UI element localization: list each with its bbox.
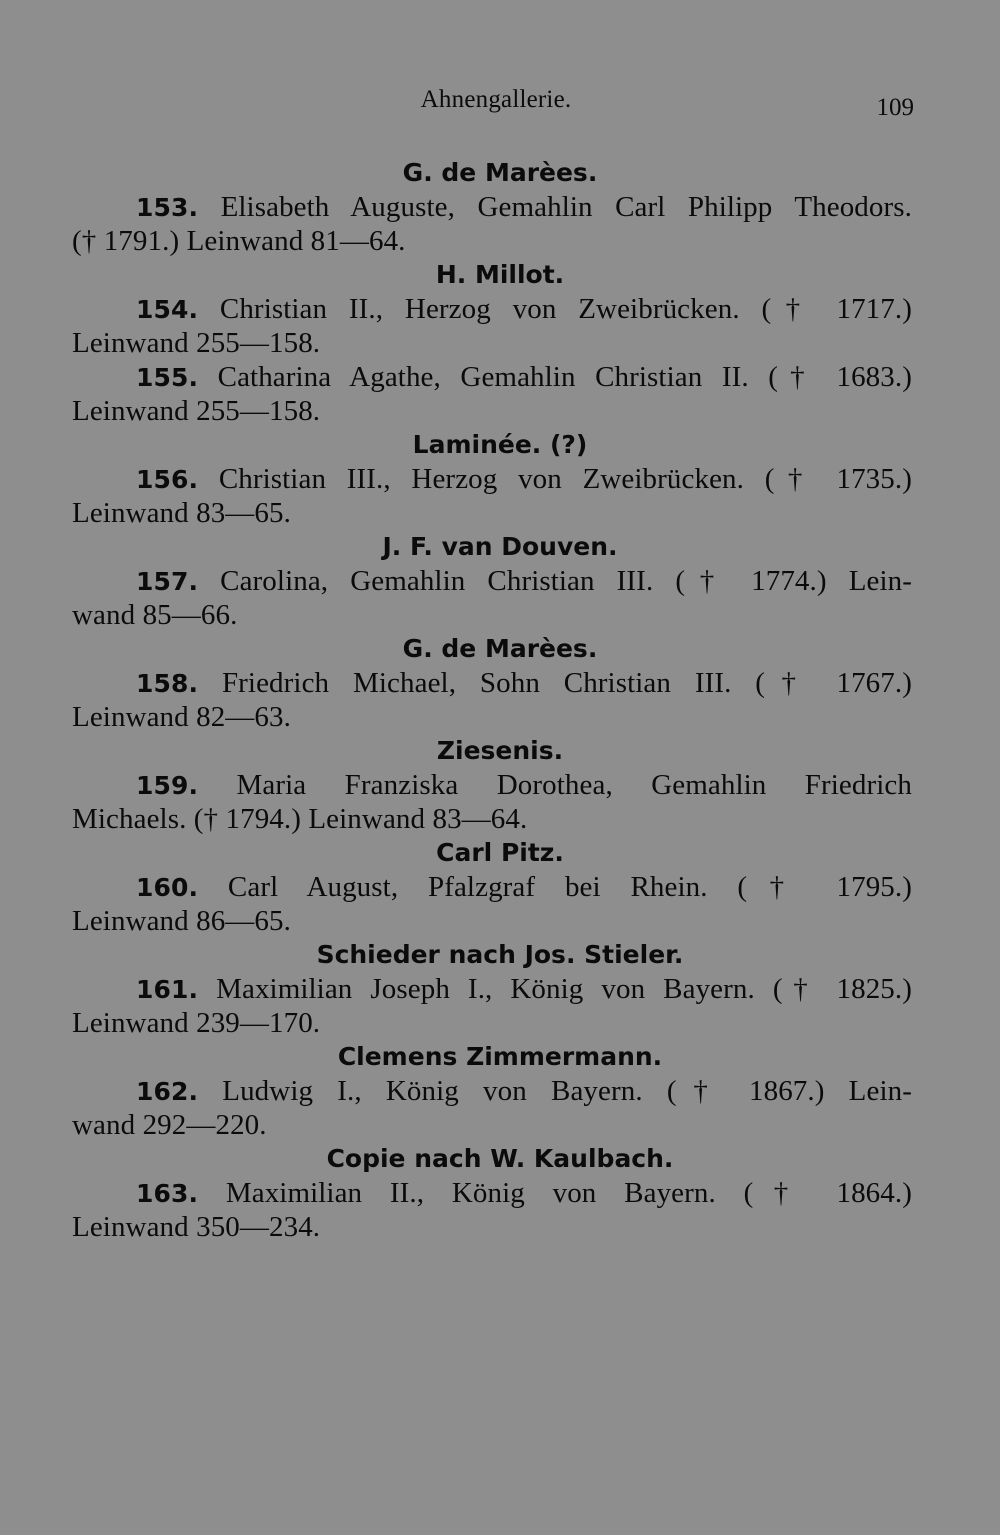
artist-heading: Copie nach W. Kaulbach.: [326, 1144, 674, 1173]
entry-number: 163.: [136, 1179, 199, 1208]
catalog-entry-continuation: wand 292—220.: [72, 1109, 267, 1141]
catalog-entry-first-line: [72, 1074, 912, 1108]
catalog-entry-first-line: [72, 564, 912, 598]
catalog-entry-first-line: [72, 972, 912, 1006]
artist-heading: Schieder nach Jos. Stieler.: [316, 940, 684, 969]
catalog-entry-continuation: Leinwand 255—158.: [72, 395, 321, 427]
entry-number: 156.: [136, 465, 199, 494]
catalog-entry-continuation: Michaels. († 1794.) Leinwand 83—64.: [72, 803, 528, 835]
catalog-entry-first-line: [72, 768, 912, 802]
artist-heading: Clemens Zimmermann.: [337, 1042, 663, 1071]
entry-number: 153.: [136, 193, 199, 222]
page-number: 109: [876, 94, 914, 121]
running-head: [0, 86, 1000, 120]
entry-number: 162.: [136, 1077, 199, 1106]
entry-number: 161.: [136, 975, 199, 1004]
catalog-entry-first-line: [72, 1176, 912, 1210]
catalog-entry-continuation: Leinwand 239—170.: [72, 1007, 321, 1039]
entry-text: Maximilian II., König von Bayern. († 1864.): [225, 1177, 912, 1209]
entry-text: Maximilian Joseph I., König von Bayern. († 1825.): [216, 973, 912, 1005]
entry-number: 155.: [136, 363, 199, 392]
catalog-entry-continuation: Leinwand 86—65.: [72, 905, 291, 937]
catalog-entry-continuation: Leinwand 83—65.: [72, 497, 291, 529]
catalog-entry-first-line: [72, 870, 912, 904]
artist-heading: Laminée. (?): [412, 430, 588, 459]
catalog-list: [72, 156, 912, 1244]
entry-number: 160.: [136, 873, 199, 902]
entry-text: Carolina, Gemahlin Christian III. († 1774.) Lein-: [220, 565, 912, 597]
artist-heading: Carl Pitz.: [436, 838, 564, 867]
entry-text: Catharina Agathe, Gemahlin Christian II. († 1683.): [217, 361, 912, 393]
catalog-entry-continuation: wand 85—66.: [72, 599, 238, 631]
entry-text: Ludwig I., König von Bayern. († 1867.) Lein-: [222, 1075, 912, 1107]
catalog-entry-first-line: [72, 292, 912, 326]
artist-heading: G. de Marèes.: [402, 634, 598, 663]
catalog-entry-first-line: [72, 462, 912, 496]
entry-text: Christian III., Herzog von Zweibrücken. († 1735.): [218, 463, 912, 495]
catalog-entry-first-line: [72, 666, 912, 700]
catalog-entry-continuation: († 1791.) Leinwand 81—64.: [72, 225, 406, 257]
entry-text: Christian II., Herzog von Zweibrücken. († 1717.): [219, 293, 912, 325]
entry-number: 158.: [136, 669, 199, 698]
catalog-entry-first-line: [72, 360, 912, 394]
entry-text: Maria Franziska Dorothea, Gemahlin Friedrich: [236, 769, 912, 801]
artist-heading: G. de Marèes.: [402, 158, 598, 187]
artist-heading: Ziesenis.: [436, 736, 564, 765]
entry-text: Carl August, Pfalzgraf bei Rhein. († 1795.): [227, 871, 912, 903]
artist-heading: H. Millot.: [435, 260, 565, 289]
entry-number: 159.: [136, 771, 199, 800]
entry-text: Friedrich Michael, Sohn Christian III. († 1767.): [221, 667, 912, 699]
catalog-entry-continuation: Leinwand 82—63.: [72, 701, 291, 733]
entry-text: Elisabeth Auguste, Gemahlin Carl Philipp Theodors.: [220, 191, 912, 223]
entry-number: 154.: [136, 295, 199, 324]
artist-heading: J. F. van Douven.: [382, 532, 618, 561]
catalog-entry-continuation: Leinwand 255—158.: [72, 327, 321, 359]
entry-number: 157.: [136, 567, 199, 596]
catalog-entry-first-line: [72, 190, 912, 224]
catalog-entry-continuation: Leinwand 350—234.: [72, 1211, 321, 1243]
running-title: Ahnengallerie.: [420, 86, 572, 113]
